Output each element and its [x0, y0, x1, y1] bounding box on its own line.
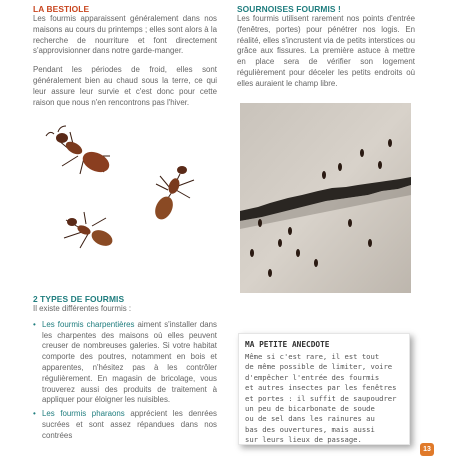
- bestiole-paragraph-2: Pendant les périodes de froid, elles sont généralement bien au chaud sous la terre, ce qui leur assure leur survie et c'est donc pour cette raison que nous n'en rencontrons pas l'hiver.: [33, 65, 217, 107]
- section-title-sournoises: SOURNOISES FOURMIS !: [237, 4, 341, 14]
- section-title-types: 2 TYPES DE FOURMIS: [33, 294, 125, 304]
- anecdote-box: [238, 333, 410, 445]
- anecdote-line: et autres insectes par les fenêtres: [245, 383, 397, 393]
- item-highlight: Les fourmis charpentières: [42, 319, 135, 329]
- types-intro: Il existe différentes fourmis :: [33, 304, 132, 313]
- bullet-icon: •: [33, 319, 36, 329]
- list-item: [33, 320, 217, 406]
- photo-image: [240, 103, 411, 293]
- ant-head: [56, 133, 68, 143]
- anecdote-line: Même si c'est rare, il est tout: [245, 352, 380, 361]
- anecdote-title: MA PETITE ANECDOTE: [245, 340, 330, 349]
- item-highlight: Les fourmis pharaons: [42, 409, 125, 419]
- page-number: 13: [420, 443, 434, 456]
- section-title-bestiole: LA BESTIOLE: [33, 4, 90, 14]
- item-text: apprécient les denrées sucrées et sont assez répandues dans nos contrées: [42, 409, 217, 440]
- anecdote-line: un peu de bicarbonate de soude: [245, 404, 375, 414]
- anecdote-line: et portes : il suffit de saupoudrer: [245, 393, 397, 403]
- item-text: aiment s'installer dans les charpentes des maisons où elles peuvent creuser de nombreuses galeries. Si votre habitat comporte des poutres, notamment en bois et apparentes, n'hésitez pas à les contrôler régulièrement. En magasin de bricolage, vous trouverez aussi des produits de traitement à appliquer pour éloigner les nuisibles.: [42, 319, 217, 405]
- sournoises-text: [237, 14, 415, 90]
- anecdote-line: de même possible de limiter, voire: [245, 362, 393, 372]
- sournoises-paragraph: Les fourmis utilisent rarement nos points d'entrée (fenêtres, portes) pour pénétrer nos logis. En réalité, elles s'incrustent via de petits interstices ou grâce aux fissures. La première astuce à mettre en place sera de vérifier son logement régulièrement pour déceler les petits endroits où elles auraient le champ libre.: [237, 14, 415, 88]
- list-item: [33, 409, 217, 441]
- anecdote-line: sur leurs lieux de passage.: [245, 435, 362, 445]
- anecdote-line: bas des ouvertures, mais aussi: [245, 424, 375, 434]
- anecdote-body: [245, 352, 409, 446]
- bestiole-paragraph-1: Les fourmis apparaissent généralement dans nos maisons au cours du printemps ; elles sont alors à la recherche de nourriture et font directement s'approvisionner dans notre garde-manger.: [33, 14, 217, 56]
- types-list: [33, 320, 217, 442]
- bullet-icon: •: [33, 409, 36, 419]
- bestiole-text: [33, 14, 217, 108]
- ant-illustration: [40, 120, 210, 270]
- ants-crack-photo: [240, 103, 411, 293]
- anecdote-line: d'empêcher l'entrée des fourmis: [245, 372, 380, 382]
- types-text: [33, 304, 217, 445]
- anecdote-line: ou de sel dans les rainures au: [245, 414, 375, 424]
